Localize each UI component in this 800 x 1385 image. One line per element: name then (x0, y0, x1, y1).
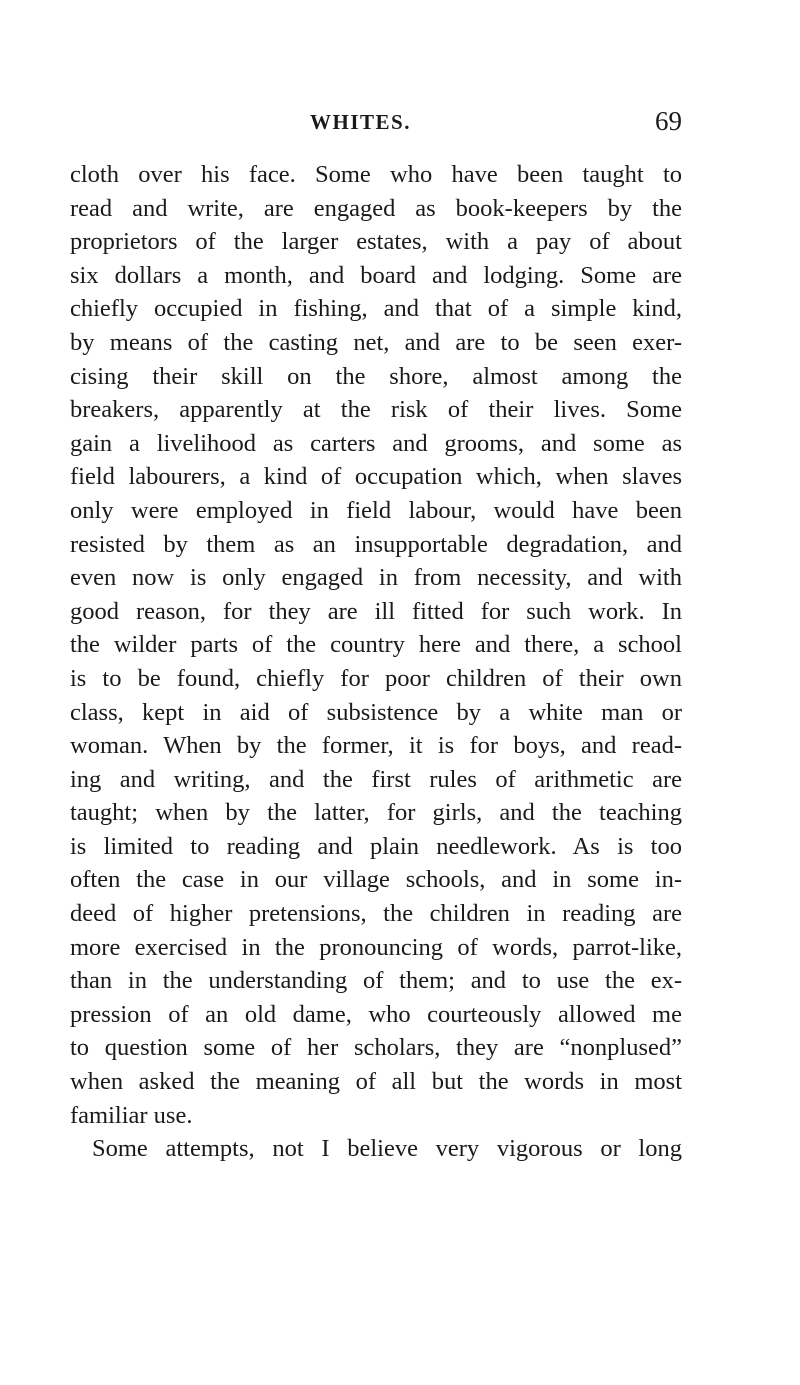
paragraph-start-line: Some attempts, not I believe very vigorous or long (92, 1135, 682, 1163)
text-line: taught; when by the latter, for girls, and the teaching (70, 799, 682, 827)
text-line: chiefly occupied in fishing, and that of a simple kind, (70, 295, 682, 323)
text-line: proprietors of the larger estates, with a pay of about (70, 228, 682, 256)
text-line: woman. When by the former, it is for boys, and read- (70, 732, 682, 760)
body-text (70, 158, 682, 1166)
text-line: field labourers, a kind of occupation which, when slaves (70, 463, 682, 491)
text-line: gain a livelihood as carters and grooms, and some as (70, 429, 682, 457)
paragraph-end-line: familiar use. (70, 1101, 193, 1129)
text-line: resisted by them as an insupportable degradation, and (70, 530, 682, 558)
text-line: than in the understanding of them; and to use the ex- (70, 967, 682, 995)
text-line: good reason, for they are ill fitted for such work. In (70, 597, 682, 625)
text-line: only were employed in field labour, would have been (70, 496, 682, 524)
text-line: cising their skill on the shore, almost among the (70, 362, 682, 390)
text-line: read and write, are engaged as book-keepers by the (70, 194, 682, 222)
text-line: class, kept in aid of subsistence by a white man or (70, 698, 682, 726)
text-line: six dollars a month, and board and lodging. Some are (70, 261, 682, 289)
text-line: ing and writing, and the first rules of arithmetic are (70, 765, 682, 793)
text-line: even now is only engaged in from necessity, and with (70, 564, 682, 592)
text-line: is limited to reading and plain needlework. As is too (70, 832, 682, 860)
running-head (70, 106, 682, 146)
running-head-title: WHITES. (310, 110, 411, 134)
text-line: often the case in our village schools, and in some in- (70, 866, 682, 894)
text-line: deed of higher pretensions, the children in reading are (70, 900, 682, 928)
page-number: 69 (655, 106, 682, 136)
text-line: when asked the meaning of all but the words in most (70, 1068, 682, 1096)
text-line: to question some of her scholars, they are “nonplused” (70, 1034, 682, 1062)
text-line: by means of the casting net, and are to be seen exer- (70, 328, 682, 356)
text-line: breakers, apparently at the risk of their lives. Some (70, 396, 682, 424)
text-line: is to be found, chiefly for poor children of their own (70, 664, 682, 692)
text-line: the wilder parts of the country here and there, a school (70, 631, 682, 659)
text-line: pression of an old dame, who courteously allowed me (70, 1000, 682, 1028)
text-line: more exercised in the pronouncing of words, parrot-like, (70, 933, 682, 961)
text-line: cloth over his face. Some who have been taught to (70, 161, 682, 188)
